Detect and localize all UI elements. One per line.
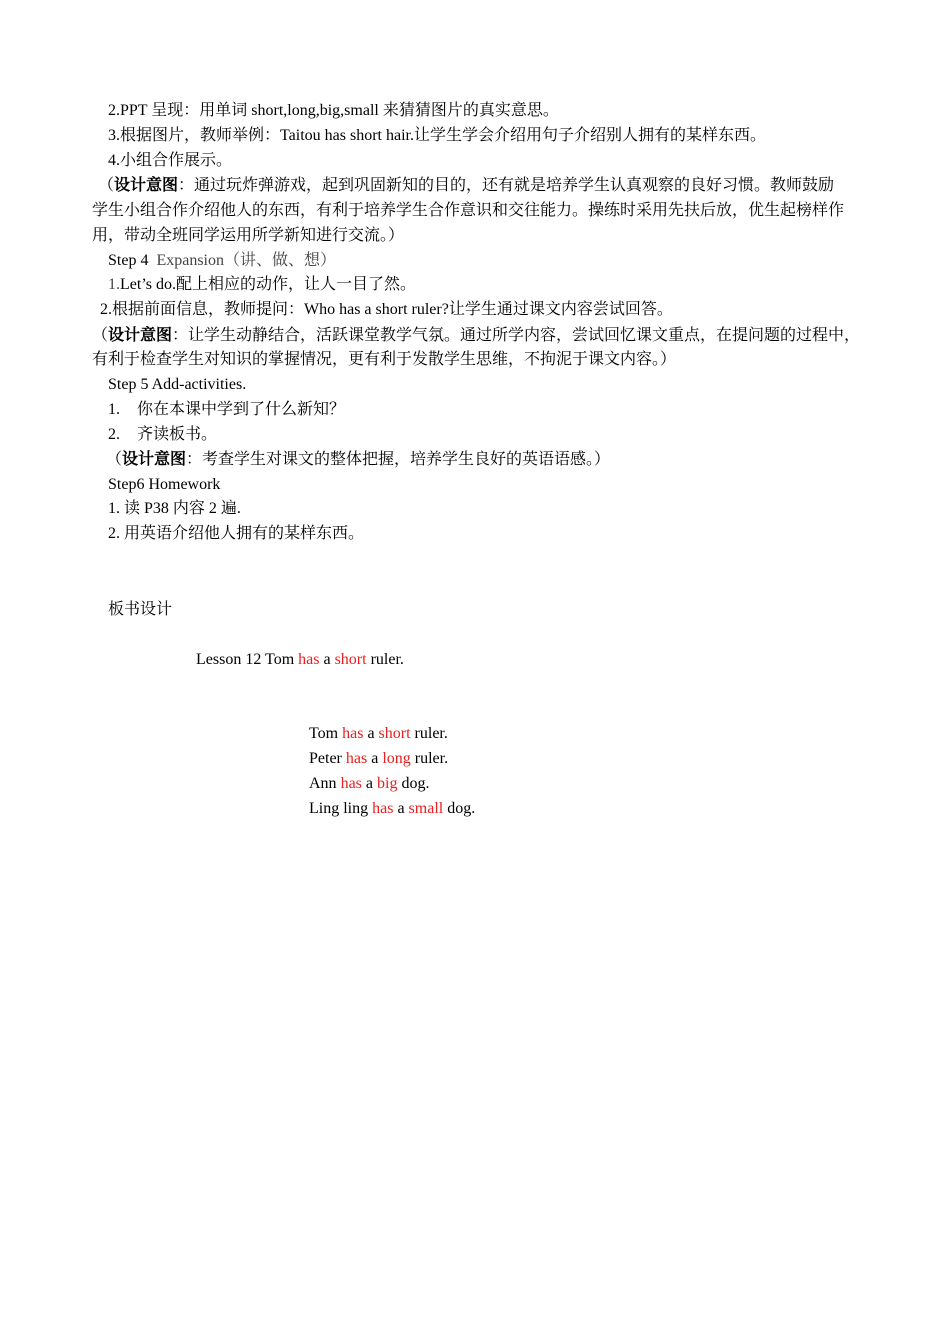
design-intent-1-line3: 用，带动全班同学运用所学新知进行交流。） xyxy=(92,227,405,244)
board-sentence: Ling ling has a small dog. xyxy=(309,800,476,817)
step3-item-2: 2.PPT 呈现：用单词 short,long,big,small 来猜猜图片的真实意思。 xyxy=(108,102,559,119)
design-intent-1-line2: 学生小组合作介绍他人的东西，有利于培养学生合作意识和交往能力。操练时采用先扶后放，优生起榜样作 xyxy=(92,202,845,219)
step3-item-3: 3.根据图片，教师举例：Taitou has short hair.让学生学会介绍用句子介绍别人拥有的某样东西。 xyxy=(108,127,766,144)
step5-item-2: 2. 齐读板书。 xyxy=(108,426,218,443)
design-intent-label: 设计意图 xyxy=(114,177,179,194)
board-sentence: Ann has a big dog. xyxy=(309,775,430,792)
design-intent-2-line1: （设计意图：让学生动静结合，活跃课堂教学气氛。通过所学内容，尝试回忆课文重点，在提问题的过程中， xyxy=(92,327,861,344)
step4-heading: Step 4 Expansion（讲、做、想） xyxy=(108,252,337,269)
step6-item-2: 2. 用英语介绍他人拥有的某样东西。 xyxy=(108,525,365,542)
design-intent-2-line2: 有利于检查学生对知识的掌握情况，更有利于发散学生思维，不拘泥于课文内容。） xyxy=(92,351,677,368)
step6-heading: Step6 Homework xyxy=(108,476,221,493)
step5-heading: Step 5 Add-activities. xyxy=(108,376,247,393)
step3-item-4: 4.小组合作展示。 xyxy=(108,152,233,169)
board-lesson-title: Lesson 12 Tom has a short ruler. xyxy=(196,651,404,668)
step4-item-2: 2.根据前面信息，教师提问：Who has a short ruler?让学生通过课文内容尝试回答。 xyxy=(100,301,673,318)
design-intent-1-line1: （设计意图：通过玩炸弹游戏，起到巩固新知的目的，还有就是培养学生认真观察的良好习惯。教师鼓励 xyxy=(98,177,835,194)
step4-item-1: 1.Let’s do.配上相应的动作，让人一目了然。 xyxy=(108,276,416,293)
step5-item-1: 1. 你在本课中学到了什么新知？ xyxy=(108,401,346,418)
design-intent-3: （设计意图：考查学生对课文的整体把握，培养学生良好的英语语感。） xyxy=(106,451,611,468)
board-design-heading: 板书设计 xyxy=(108,601,173,618)
board-sentence: Tom has a short ruler. xyxy=(309,725,448,742)
design-intent-label: 设计意图 xyxy=(122,451,187,468)
board-sentence: Peter has a long ruler. xyxy=(309,750,449,767)
design-intent-label: 设计意图 xyxy=(108,327,173,344)
step6-item-1: 1. 读 P38 内容 2 遍. xyxy=(108,500,241,517)
